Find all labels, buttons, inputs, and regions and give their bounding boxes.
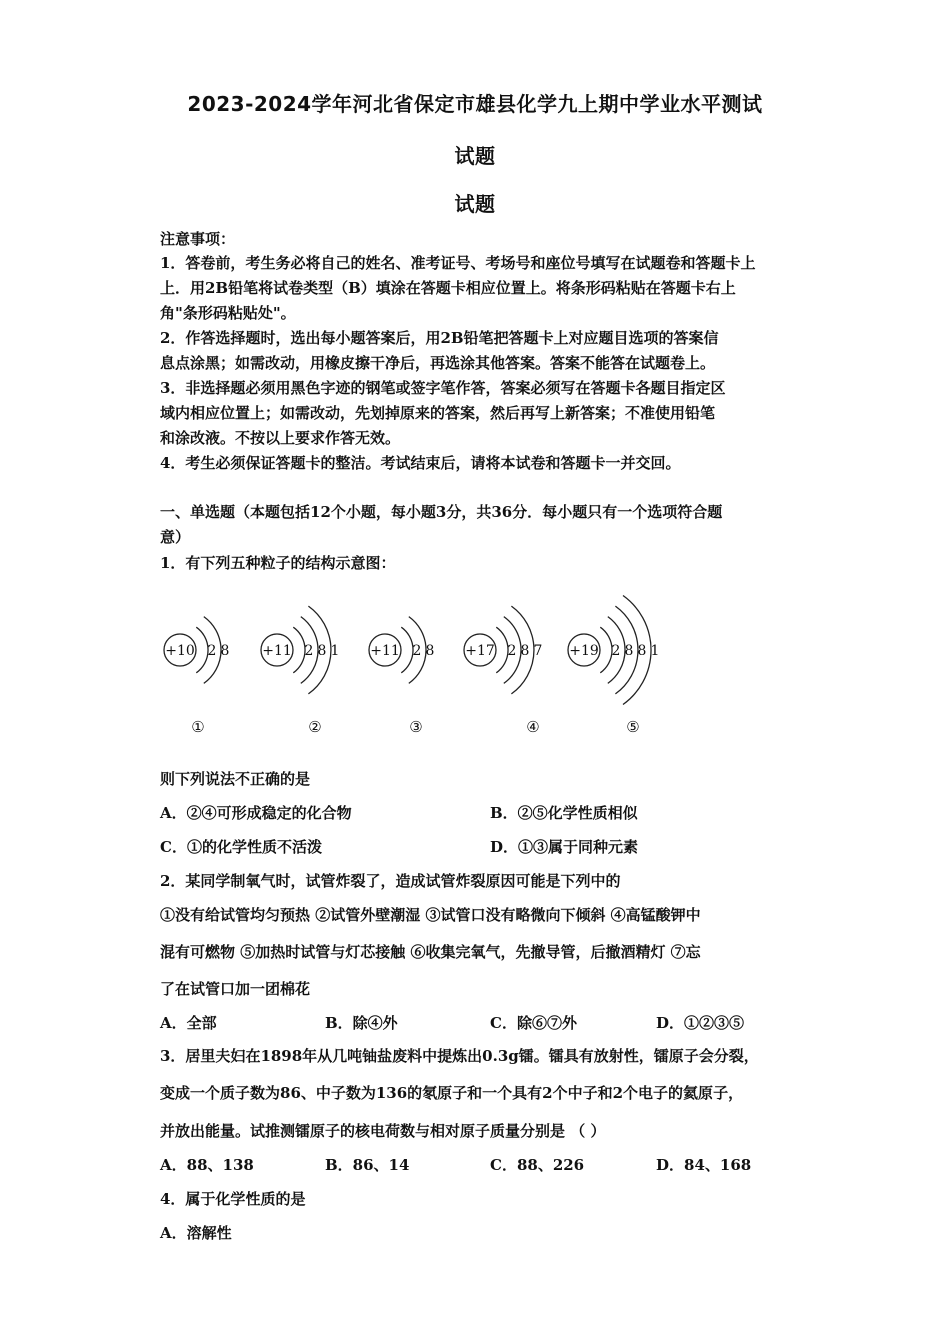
q3-option-a: A．88、138: [160, 1156, 254, 1174]
shell-electron-count: 2: [412, 643, 422, 659]
q2-line-4: 了在试管口加一团棉花: [160, 980, 311, 998]
nucleus-charge: +11: [262, 643, 292, 659]
particle-label: ⑤: [626, 718, 640, 736]
electron-shell-arc: [196, 627, 208, 673]
q2-line-2: ①没有给试管均匀预热 ②试管外壁潮湿 ③试管口没有略微向下倾斜 ④高锰酸钾中: [160, 906, 701, 924]
shell-electron-count: 8: [425, 643, 435, 659]
q1-stem: 1．有下列五种粒子的结构示意图：: [160, 554, 396, 572]
electron-shell-arc: [496, 627, 508, 673]
shell-electron-count: 7: [533, 643, 543, 659]
q2-option-c: C．除⑥⑦外: [490, 1014, 577, 1032]
q2-option-a: A．全部: [160, 1014, 217, 1032]
q1-question: 则下列说法不正确的是: [160, 770, 311, 788]
nucleus-charge: +19: [569, 643, 599, 659]
atom-structure-diagrams: [0, 580, 950, 750]
notice-line-2: 上．用2B铅笔将试卷类型（B）填涂在答题卡相应位置上。将条形码粘贴在答题卡右上: [160, 279, 736, 297]
shell-electron-count: 8: [317, 643, 327, 659]
q3-line-1: 3．居里夫妇在1898年从几吨铀盐废料中提炼出0.3g镭。镭具有放射性，镭原子会分裂，: [160, 1047, 759, 1065]
q4-stem: 4．属于化学性质的是: [160, 1190, 306, 1208]
notice-line-8: 和涂改液。不按以上要求作答无效。: [160, 429, 401, 447]
electron-shell-arc: [600, 627, 612, 673]
electron-shell-arc: [401, 627, 413, 673]
shell-electron-count: 8: [220, 643, 230, 659]
q2-option-d: D．①②③⑤: [656, 1014, 745, 1032]
title-line-3: 试题: [454, 192, 496, 216]
q2-line-3: 混有可燃物 ⑤加热时试管与灯芯接触 ⑥收集完氧气，先撤导管，后撤酒精灯 ⑦忘: [160, 943, 701, 961]
shell-electron-count: 8: [624, 643, 634, 659]
shell-electron-count: 2: [207, 643, 217, 659]
notice-line-6: 3．非选择题必须用黑色字迹的钢笔或签字笔作答，答案必须写在答题卡各题目指定区: [160, 379, 726, 397]
nucleus-charge: +10: [165, 643, 195, 659]
q3-option-b: B．86、14: [325, 1156, 410, 1174]
title-line-2: 试题: [454, 144, 496, 168]
notice-line-4: 2．作答选择题时，选出每小题答案后，用2B铅笔把答题卡上对应题目选项的答案信: [160, 329, 719, 347]
notice-line-3: 角"条形码粘贴处"。: [160, 304, 296, 322]
shell-electron-count: 2: [611, 643, 621, 659]
q3-option-c: C．88、226: [490, 1156, 585, 1174]
nucleus-charge: +11: [370, 643, 400, 659]
notice-line-9: 4．考生必须保证答题卡的整洁。考试结束后，请将本试卷和答题卡一并交回。: [160, 454, 681, 472]
q3-line-3: 并放出能量。试推测镭原子的核电荷数与相对原子质量分别是 （ ）: [160, 1122, 606, 1140]
shell-electron-count: 2: [507, 643, 517, 659]
q1-option-d: D．①③属于同种元素: [490, 838, 639, 856]
shell-electron-count: 8: [637, 643, 647, 659]
shell-electron-count: 1: [330, 643, 340, 659]
q3-line-2: 变成一个质子数为86、中子数为136的氡原子和一个具有2个中子和2个电子的氦原子，: [160, 1084, 744, 1102]
q4-option-a: A．溶解性: [160, 1224, 232, 1242]
q3-option-d: D．84、168: [656, 1156, 752, 1174]
q1-option-a: A．②④可形成稳定的化合物: [160, 804, 352, 822]
notice-line-1: 1．答卷前，考生务必将自己的姓名、准考证号、考场号和座位号填写在试题卷和答题卡上: [160, 254, 756, 272]
particle-label: ②: [308, 718, 322, 736]
q2-option-b: B．除④外: [325, 1014, 398, 1032]
shell-electron-count: 1: [650, 643, 660, 659]
q2-stem: 2．某同学制氧气时，试管炸裂了，造成试管炸裂原因可能是下列中的: [160, 872, 621, 890]
notice-heading: 注意事项：: [160, 230, 236, 248]
particle-label: ③: [409, 718, 423, 736]
q1-option-b: B．②⑤化学性质相似: [490, 804, 638, 822]
title-line-1: 2023-2024学年河北省保定市雄县化学九上期中学业水平测试: [187, 92, 763, 116]
electron-shell-arc: [293, 627, 305, 673]
shell-electron-count: 2: [304, 643, 314, 659]
particle-label: ①: [191, 718, 205, 736]
shell-electron-count: 8: [520, 643, 530, 659]
q1-option-c: C．①的化学性质不活泼: [160, 838, 322, 856]
nucleus-charge: +17: [465, 643, 495, 659]
section-heading-1: 一、单选题（本题包括12个小题，每小题3分，共36分．每小题只有一个选项符合题: [160, 503, 723, 521]
notice-line-7: 域内相应位置上；如需改动，先划掉原来的答案，然后再写上新答案；不准使用铅笔: [160, 404, 716, 422]
particle-label: ④: [526, 718, 540, 736]
notice-line-5: 息点涂黑；如需改动，用橡皮擦干净后，再选涂其他答案。答案不能答在试题卷上。: [160, 354, 716, 372]
section-heading-2: 意）: [160, 528, 191, 546]
